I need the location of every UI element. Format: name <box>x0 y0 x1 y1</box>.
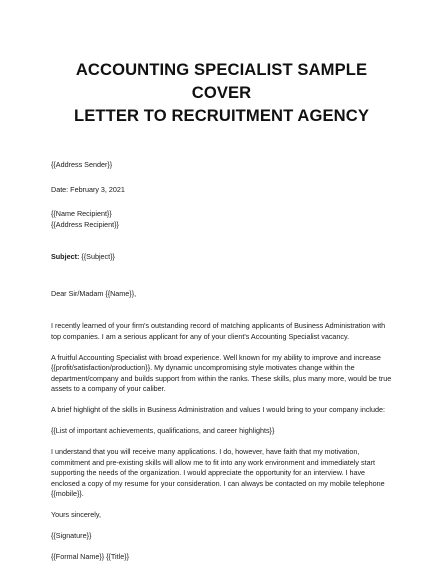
subject-value: {{Subject}} <box>79 252 115 261</box>
subject-label: Subject: <box>51 252 80 261</box>
document-title <box>51 58 392 127</box>
title-line-2: LETTER TO RECRUITMENT AGENCY <box>73 106 370 125</box>
closing-phrase: Yours sincerely, <box>51 510 101 519</box>
paragraph-closing: I understand that you will receive many applications. I do, however, have faith that my motivation, commitment and pre-existing skills will allow me to fit into any work environment and immediately start supporting the needs of the organization. I would appreciate the opportunity for an interview. I have enclosed a copy of my resume for your consideration. I can always be contacted on my mobile telephone {{mobile}}. <box>51 447 385 498</box>
letter-date: Date: February 3, 2021 <box>51 184 125 194</box>
signature-placeholder: {{Signature}} <box>51 531 92 540</box>
letter-body <box>51 160 392 563</box>
formal-name-title: {{Formal Name}} {{Title}} <box>51 552 130 561</box>
recipient-address: {{Address Recipient}} <box>51 219 119 229</box>
paragraph-intro: I recently learned of your firm's outstanding record of matching applicants of Business Administration with top companies. I am a serious applicant for any of your client's Accounting Specialist vacancy. <box>51 321 386 341</box>
recipient-name: {{Name Recipient}} <box>51 209 112 218</box>
sender-address: {{Address Sender}} <box>51 160 113 169</box>
paragraph-experience: A fruitful Accounting Specialist with broad experience. Well known for my ability to improve and increase {{profit/satisfaction/production}}. My dynamic uncompromising style motivates change within the department/company and builds support from within the ranks. These skills, plus many more, would be true assets to a company of your caliber. <box>51 352 392 393</box>
title-line-1: ACCOUNTING SPECIALIST SAMPLE COVER <box>75 60 368 102</box>
paragraph-skills: A brief highlight of the skills in Business Administration and values I would bring to your company include: <box>51 405 385 414</box>
highlights-placeholder: {{List of important achievements, qualifications, and career highlights}} <box>51 426 275 435</box>
salutation: Dear Sir/Madam {{Name}}, <box>51 288 137 298</box>
subject-line <box>51 252 392 263</box>
